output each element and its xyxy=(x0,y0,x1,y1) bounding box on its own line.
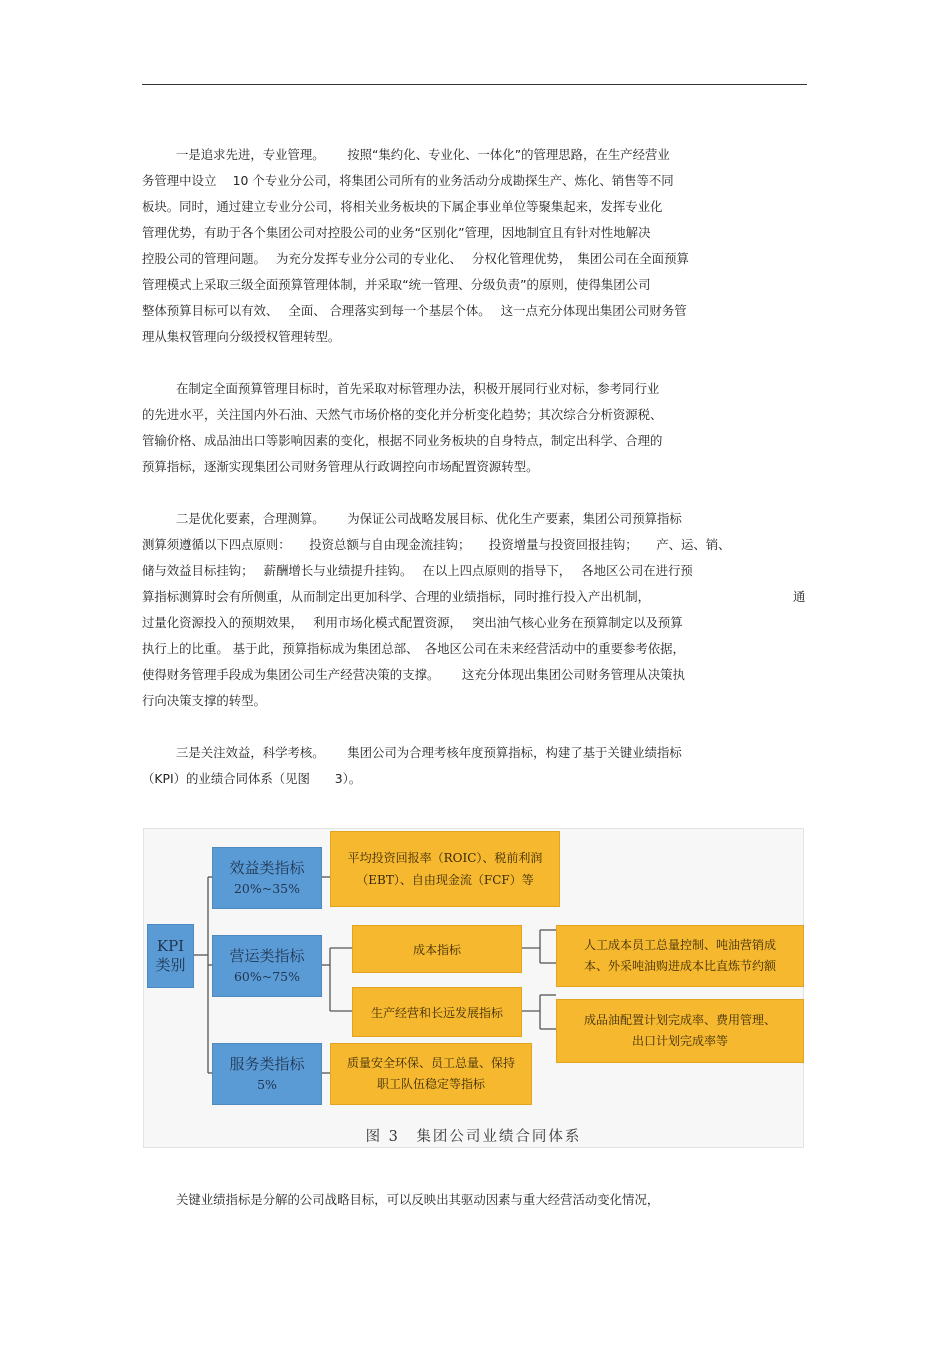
text-line: 板块。同时，通过建立专业分公司，将相关业务板块的下属企事业单位等聚集起来，发挥专业化 xyxy=(142,199,663,214)
text-line: 储与效益目标挂钩； 薪酬增长与业绩提升挂钩。 在以上四点原则的指导下， 各地区公司在进行预 xyxy=(142,563,693,578)
text-line: 整体预算目标可以有效、 全面、 合理落实到每一个基层个体。 这一点充分体现出集团公司财务管 xyxy=(142,303,687,318)
text-line: 三是关注效益，科学考核。 集团公司为合理考核年度预算指标，构建了基于关键业绩指标 xyxy=(176,745,682,760)
category-weight: 20%~35% xyxy=(233,881,301,896)
text-line: 理从集权管理向分级授权管理转型。 xyxy=(142,329,341,344)
service-detail-box xyxy=(330,1043,532,1105)
header-rule xyxy=(142,84,807,85)
text-line: 的先进水平，关注国内外石油、天然气市场价格的变化并分析变化趋势；其次综合分析资源税、 xyxy=(142,407,663,422)
detail-line: 平均投资回报率（ROIC）、税前利润 xyxy=(347,851,543,865)
detail-line: 职工队伍稳定等指标 xyxy=(376,1077,485,1091)
kpi-root-line: 类别 xyxy=(155,956,186,974)
cost-detail-box xyxy=(556,925,804,987)
text-line: 过量化资源投入的预期效果， 利用市场化模式配置资源， 突出油气核心业务在预算制定以及预算 xyxy=(142,615,683,630)
text-line: 行向决策支撑的转型。 xyxy=(142,693,266,708)
production-detail-box xyxy=(556,999,804,1063)
text-line: 测算须遵循以下四点原则： 投资总额与自由现金流挂钩； 投资增量与投资回报挂钩； 产、运、销、 xyxy=(142,537,731,552)
text-line: 管理优势，有助于各个集团公司对控股公司的业务“区别化”管理，因地制宜且有针对性地解决 xyxy=(142,225,651,240)
text-line: 管理模式上采取三级全面预算管理体制，并采取“统一管理、分级负责”的原则，使得集团公司 xyxy=(142,277,651,292)
figure-caption: 图 3 集团公司业绩合同体系 xyxy=(365,1129,582,1145)
production-indicator-box xyxy=(352,987,522,1037)
text-line: 使得财务管理手段成为集团公司生产经营决策的支撑。 这充分体现出集团公司财务管理从决策执 xyxy=(142,667,685,682)
detail-line: （EBT）、自由现金流（FCF）等 xyxy=(356,873,534,887)
category-title: 营运类指标 xyxy=(229,947,305,965)
operations-category-box xyxy=(212,935,322,997)
ops-item-label: 成本指标 xyxy=(412,942,461,957)
kpi-root-box xyxy=(147,924,194,988)
efficiency-detail-box xyxy=(330,831,560,907)
kpi-diagram-figure xyxy=(143,828,804,1148)
detail-line: 成品油配置计划完成率、费用管理、 xyxy=(583,1013,776,1027)
text-line: 预算指标，逐渐实现集团公司财务管理从行政调控向市场配置资源转型。 xyxy=(142,459,539,474)
category-title: 服务类指标 xyxy=(229,1055,305,1073)
detail-line: 本、外采吨油购进成本比直炼节约额 xyxy=(583,959,776,973)
text-line-final: 关键业绩指标是分解的公司战略目标，可以反映出其驱动因素与重大经营活动变化情况， xyxy=(176,1192,660,1207)
kpi-root-line: KPI xyxy=(156,937,185,955)
category-weight: 60%~75% xyxy=(233,969,301,984)
text-line: 在制定全面预算管理目标时，首先采取对标管理办法，积极开展同行业对标，参考同行业 xyxy=(176,381,660,396)
cost-indicator-box xyxy=(352,925,522,973)
text-line: 执行上的比重。 基于此，预算指标成为集团总部、 各地区公司在未来经营活动中的重要参考依据， xyxy=(142,641,685,656)
text-line: 务管理中设立 10 个专业分公司，将集团公司所有的业务活动分成勘探生产、炼化、销售等不同 xyxy=(142,173,674,188)
text-line: 管输价格、成品油出口等影响因素的变化，根据不同业务板块的自身特点，制定出科学、合理的 xyxy=(142,433,663,448)
service-category-box xyxy=(212,1043,322,1105)
detail-line: 出口计划完成率等 xyxy=(631,1034,728,1048)
detail-line: 人工成本员工总量控制、吨油营销成 xyxy=(583,938,776,952)
detail-line: 质量安全环保、员工总量、保持 xyxy=(346,1056,515,1070)
text-line-tail: 通 xyxy=(793,589,806,604)
ops-item-label: 生产经营和长远发展指标 xyxy=(370,1005,503,1020)
text-line: （KPI）的业绩合同体系（见图 3）。 xyxy=(142,771,362,786)
category-title: 效益类指标 xyxy=(229,859,305,877)
text-line: 算指标测算时会有所侧重，从而制定出更加科学、合理的业绩指标，同时推行投入产出机制， xyxy=(142,589,651,604)
efficiency-category-box xyxy=(212,847,322,909)
text-line: 控股公司的管理问题。 为充分发挥专业分公司的专业化、 分权化管理优势， 集团公司在全面预算 xyxy=(142,251,689,266)
category-weight: 5% xyxy=(257,1077,277,1092)
text-line: 一是追求先进，专业管理。 按照“集约化、专业化、一体化”的管理思路，在生产经营业 xyxy=(176,147,670,162)
text-line: 二是优化要素，合理测算。 为保证公司战略发展目标、优化生产要素，集团公司预算指标 xyxy=(176,511,682,526)
